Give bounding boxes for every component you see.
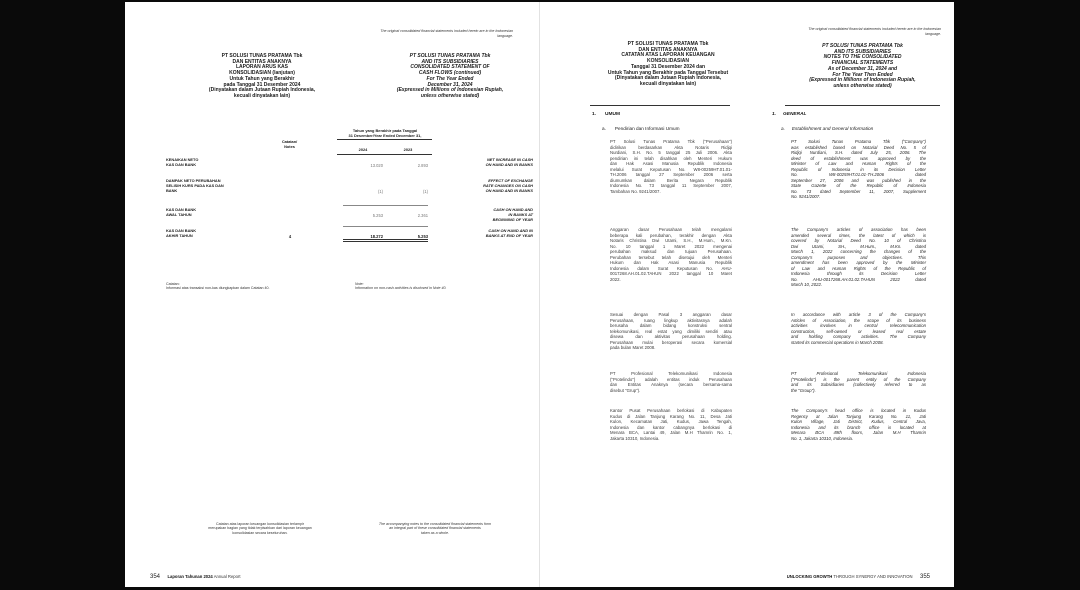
footer-english: [350, 522, 520, 535]
paragraph-english: PT Solusi Tunas Pratama Tbk ("Company") was established based on Notarial Deed No. 5 of Ridjqi Nurdiani, S.H. dated July 25, 2006. The deed of establishment was approved by the Minister of Law and Human Rights of the Republic of Indonesia in its Decision Letter No. W8-00259HT.01.01-TH.2006 dated September 27, 2006 and was published in the State Gazette of the Republic of Indonesia No. 73 dated September 11, 2007, Supplement No. 9241/2007.: [791, 139, 926, 200]
footer-line: an integral part of these consolidated financial statements: [389, 526, 481, 531]
paragraph-indonesian: Anggaran dasar Perusahaan telah mengalami beberapa kali perubahan, terakhir dengan Akta Notaris Christina Dwi Utami, S.H., M.Hum., M.Kn. No. 10 tanggal 1 Maret 2022 mengenai perubahan maksud dan tujuan Perusahaan. Perubahan tersebut telah disetujui oleh Menteri Hukum dan Hak Asasi Manusia Republik Indonesia dalam Surat Keputusan No. AHU- 0017268.AH.01.02.TAHUN 2022 tanggal 10 Maret 2022.: [610, 227, 732, 282]
value-2024: 13.020: [370, 162, 383, 168]
footer-indonesian: [185, 522, 335, 535]
page-number: 355: [919, 574, 930, 580]
value-2023: (1): [422, 188, 428, 194]
header-line: (Dinyatakan dalam Jutaan Rupiah Indonesia,: [614, 75, 722, 82]
row-label-indonesian: KAS DAN BANK AWAL TAHUN: [166, 207, 197, 217]
catatan-note: Catatan: Informasi atas transaksi non-kas diungkapkan dalam Catatan 40.: [166, 282, 270, 291]
row-label-english: CASH ON HAND AND IN BANKS AT BEGINNING OF YEAR: [492, 207, 533, 222]
page-number: 354: [150, 574, 161, 580]
header-indonesian: [593, 42, 743, 88]
language-note: The original consolidated financial statements included herein are in the Indonesian language.: [380, 29, 513, 38]
subsection-pendirian: a. Pendirian dan Informasi Umum: [602, 126, 680, 131]
paragraph-indonesian: PT Profesional Telekomunikasi Indonesia ("Protelindo") adalah entitas induk Perusahaan dan Entitas Anaknya (secara bersama-sama disebut "Grup").: [610, 371, 732, 393]
section-umum: 1. UMUM: [592, 112, 620, 117]
value-2023: 2.361: [417, 212, 428, 218]
value-2024: 5.253: [372, 212, 383, 218]
header-line: NOTES TO THE CONSOLIDATED: [823, 54, 902, 61]
header-line: Untuk Tahun yang Berakhir: [229, 75, 295, 82]
section-general: 1. GENERAL: [772, 112, 807, 117]
row-label-indonesian: DAMPAK NETO PERUBAHAN SELISIH KURS PADA KAS DAN BANK: [166, 178, 224, 193]
value-2024: 18.272: [370, 233, 383, 239]
year-2023-header: 2023: [403, 147, 413, 152]
paragraph-english: PT Profesional Telekomunikasi Indonesia ("Protelindo") is the parent entity of the Company and its Subsidiaries (collectively referred to as the "Group").: [791, 371, 926, 393]
header-line: (Dinyatakan dalam Jutaan Rupiah Indonesia,: [208, 87, 316, 94]
header-line: FINANCIAL STATEMENTS: [831, 60, 894, 67]
header-line: PT SOLUSI TUNAS PRATAMA Tbk: [627, 41, 709, 47]
header-english: [785, 44, 940, 90]
paragraph-english: In accordance with article 3 of the Company's Articles of Association, the scope of its business activities involves in central telecommunication construction, self-owned or leased real estate and holding company activities. The Company started its commercial operations in March 2008.: [791, 312, 926, 345]
header-line: KONSOLIDASIAN (lanjutan): [229, 70, 295, 77]
row-notes: 4: [288, 233, 292, 239]
row-label-english: CASH ON HAND AND IN BANKS AT END OF YEAR: [485, 228, 533, 238]
header-line: December 31, 2024: [427, 81, 473, 88]
header-line: Tanggal 31 Desember 2024 dan: [630, 63, 706, 70]
notes-header: Catatan/ Notes: [281, 139, 298, 149]
paragraph-indonesian: Kantor Pusat Perusahaan berlokasi di Kabupaten Kudus di Jalan Tanjung Karang No. 11, Desa Jati Kulon, Kecamatan Jati, Kudus, Jawa Tengah, Indonesia dan kantor cabangnya berlokasi di Menara BCA, Lantai 49, Jalan M.H Thamrin No. 1, Jakarta 10310, Indonesia.: [610, 408, 732, 441]
header-line: PT SOLUSI TUNAS PRATAMA Tbk: [409, 53, 491, 59]
header-line: PT SOLUSI TUNAS PRATAMA Tbk: [822, 43, 903, 49]
header-line: unless otherwise stated): [833, 82, 892, 89]
header-indonesian: [187, 54, 337, 100]
header-line: For The Year Ended: [426, 75, 474, 82]
header-line: AND ITS SUBSIDIARIES: [834, 48, 891, 55]
header-line: KONSOLIDASIAN: [647, 58, 689, 65]
footer-line: taken as a whole.: [421, 530, 449, 535]
language-note: The original consolidated financial statements included herein are in the Indonesian language.: [808, 27, 941, 36]
header-line: DAN ENTITAS ANAKNYA: [232, 58, 292, 65]
row-label-english: EFFECT OF EXCHANGE RATE CHANGES ON CASH ON HAND AND IN BANKS: [483, 178, 533, 193]
header-line: AND ITS SUBSIDIARIES: [421, 58, 479, 65]
period-header: Tahun yang Berakhir pada Tanggal 31 Desember/Year Ended December 31,: [348, 128, 422, 138]
footer-line: konsolidasian secara keseluruhan.: [232, 530, 288, 535]
header-line: For The Year Then Ended: [832, 71, 893, 78]
header-line: CATATAN ATAS LAPORAN KEUANGAN: [621, 52, 715, 59]
left-page: [125, 2, 539, 587]
header-line: PT SOLUSI TUNAS PRATAMA Tbk: [221, 53, 303, 59]
header-line: kecuali dinyatakan lain): [639, 80, 697, 87]
right-page: [540, 2, 954, 587]
report-spread: [125, 2, 954, 587]
row-label-indonesian: KENAIKAN NETO KAS DAN BANK: [166, 157, 199, 167]
header-line: As of December 31, 2024 and: [827, 65, 898, 72]
value-2024: (1): [377, 188, 383, 194]
header-line: DAN ENTITAS ANAKNYA: [638, 46, 698, 53]
header-line: kecuali dinyatakan lain): [233, 92, 291, 99]
header-line: CONSOLIDATED STATEMENT OF: [410, 64, 490, 71]
header-line: (Expressed in Millions of Indonesian Rupiah,: [809, 77, 916, 84]
header-line: (Expressed in Millions of Indonesian Rupiah,: [396, 87, 504, 94]
footer-line: Catatan atas laporan keuangan konsolidasian terlampir: [216, 522, 304, 526]
footer-line: merupakan bagian yang tidak terpisahkan dari laporan keuangan: [208, 526, 312, 531]
row-label-indonesian: KAS DAN BANK AKHIR TAHUN: [166, 228, 197, 238]
header-line: LAPORAN ARUS KAS: [235, 64, 289, 71]
paragraph-english: The Company's articles of association has been amended several times, the latest of which is covered by Notarial Deed No. 10 of Christina Dwi Utami, SH., M.Hum., M.Kn. dated March 1, 2022 concerning the changes of the Company's purposes and objectives. This amendment has been approved by the Minister of Law and Human Rights of the Republic of Indonesia through its Decision Letter No. AHU-0017268.AH.01.02.TAHUN 2022 dated March 10, 2022.: [791, 227, 926, 288]
paragraph-english: The Company's head office is located in Kudus Regency at Jalan Tanjung Karang No. 11, Jati Kulon Village, Jati District, Kudus, Central Java, Indonesia and its branch office is located at Menara BCA 49th floors, Jalan M.H Thamrin No. 1, Jakarta 10310, Indonesia.: [791, 408, 926, 441]
english-note: Note: Information on non-cash activities is disclosed in Note 40.: [355, 282, 447, 291]
paragraph-indonesian: Sesuai dengan Pasal 3 anggaran dasar Perusahaan, ruang lingkup aktivitasnya adalah berusaha dalam bidang konstruksi sentral telekomunikasi, real estat yang dimiliki sendiri atau disewa dan aktivitas perusahaan holding. Perusahaan mulai beroperasi secara komersial pada bulan Maret 2008.: [610, 312, 732, 351]
page-footer-right: UNLOCKING GROWTH THROUGH SYNERGY AND INNOVATION 355: [786, 574, 930, 580]
page-footer-left: 354 Laporan Tahunan 2024 Annual Report: [150, 574, 241, 580]
header-line: CASH FLOWS (continued): [418, 70, 482, 77]
row-label-english: NET INCREASE IN CASH ON HAND AND IN BANKS: [485, 157, 533, 167]
header-line: pada Tanggal 31 Desember 2024: [223, 81, 301, 88]
header-line: Untuk Tahun yang Berakhir pada Tanggal Tersebut: [607, 69, 729, 76]
footer-line: The accompanying notes to the consolidated financial statements form: [378, 522, 492, 526]
value-2023: 2.893: [417, 162, 428, 168]
subsection-establishment: a. Establishment and General Information: [781, 126, 874, 131]
header-line: unless otherwise stated): [420, 92, 480, 99]
header-english: [370, 54, 530, 100]
paragraph-indonesian: PT Solusi Tunas Pratama Tbk ("Perusahaan") didirikan berdasarkan Akta Notaris Ridjqi Nurdiani, S.H. No. 5 tanggal 25 Juli 2006. Akta pendirian ini telah disahkan oleh Menteri Hukum dan Hak Asasi Manusia Republik Indonesia melalui Surat Keputusan No. W8-00259HT.01.01- TH.2006 tanggal 27 September 2006 serta diumumkan dalam Berita Negara Republik Indonesia No. 73 tanggal 11 September 2007, Tambahan No. 9241/2007.: [610, 139, 732, 194]
value-2023: 5.253: [417, 233, 428, 239]
year-2024-header: 2024: [358, 147, 368, 152]
